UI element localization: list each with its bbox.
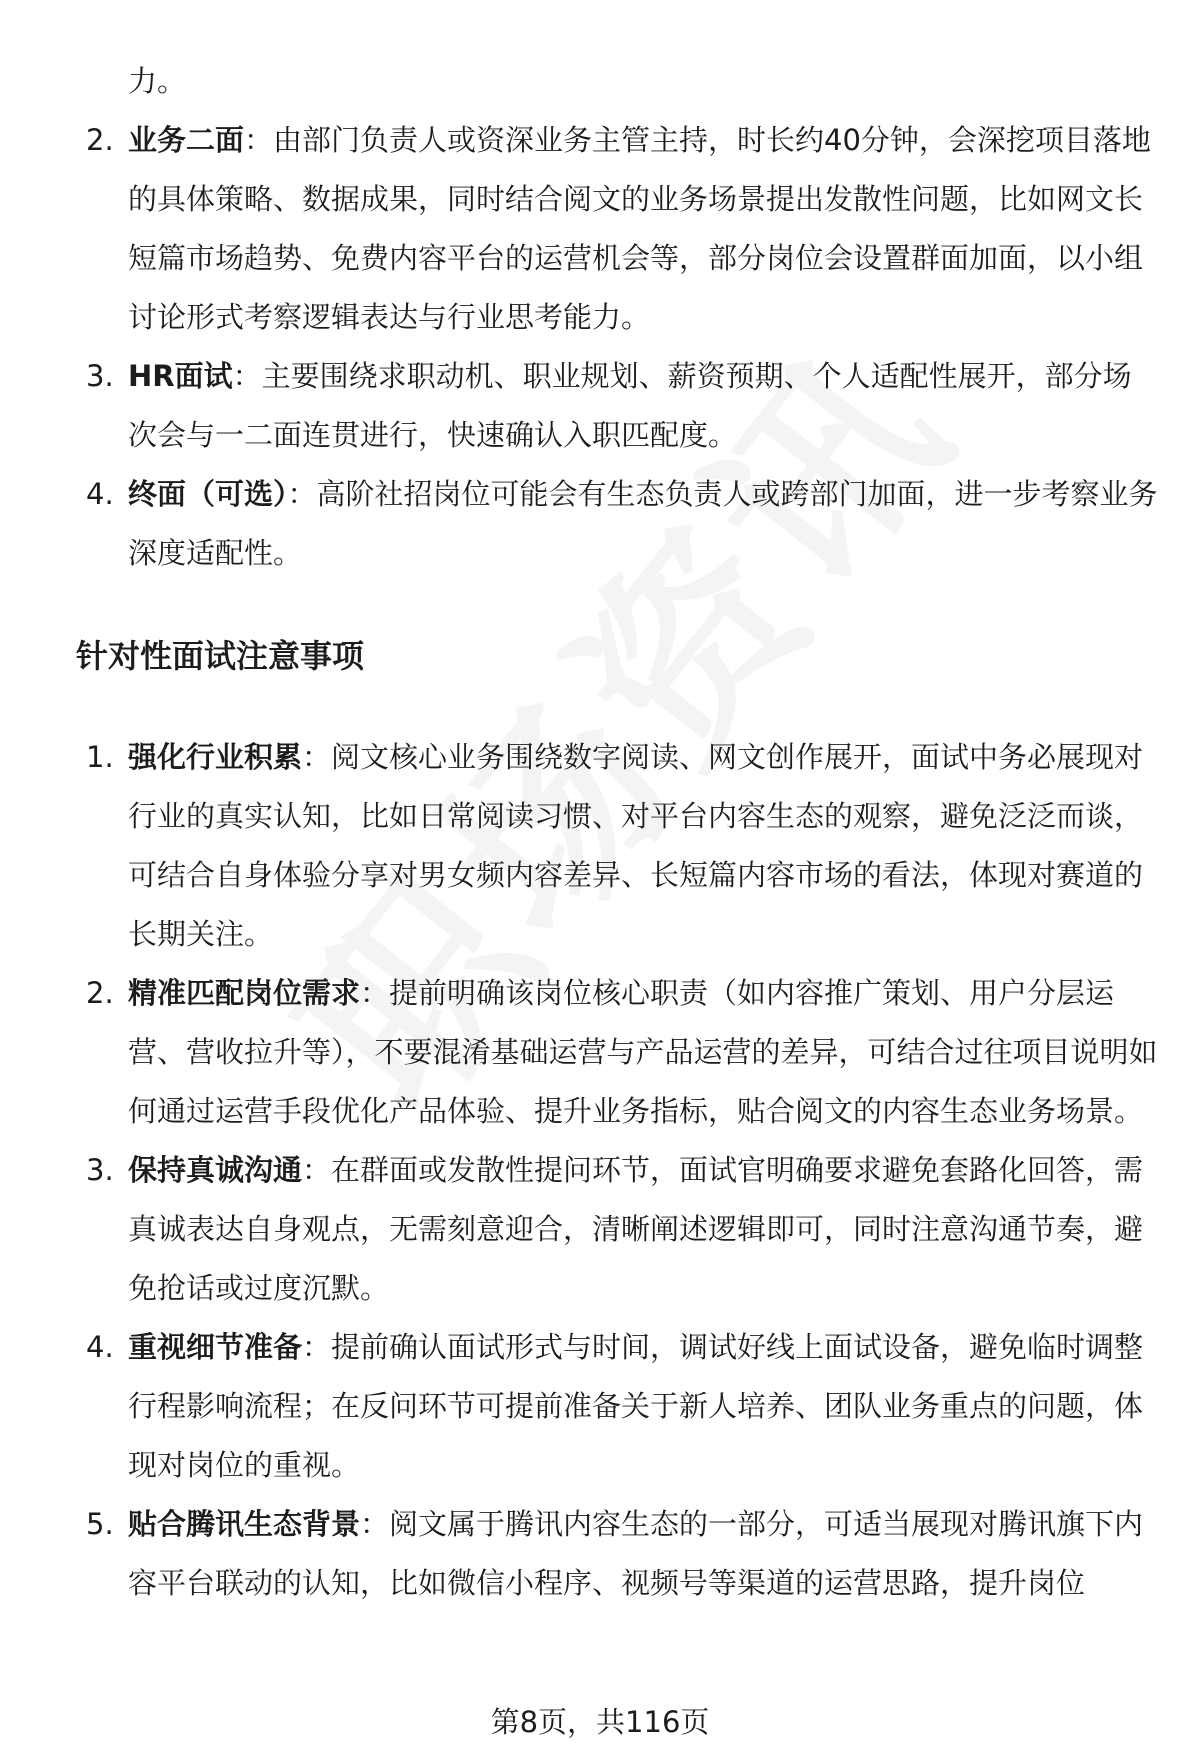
continuation-text: 力。 [128, 64, 187, 98]
item-text: ：高阶社招岗位可能会有生态负责人或跨部门加面，进一步考察业务深度适配性。 [128, 477, 1158, 570]
item-term: 重视细节准备 [128, 1330, 303, 1364]
list-number: 1. [86, 740, 114, 774]
item-text: ：提前确认面试形式与时间，调试好线上面试设备，避免临时调整行程影响流程；在反问环节可提前准备关于新人培养、团队业务重点的问题，体现对岗位的重视。 [128, 1330, 1144, 1482]
list-item [0, 111, 1200, 347]
list-number: 3. [86, 1153, 114, 1187]
section-heading: 针对性面试注意事项 [76, 637, 365, 675]
item-text: ：主要围绕求职动机、职业规划、薪资预期、个人适配性展开，部分场次会与一二面连贯进行，快速确认入职匹配度。 [128, 359, 1132, 452]
list-number: 2. [86, 123, 114, 157]
interview-tips-list [0, 728, 1200, 1613]
interview-process-list [0, 111, 1200, 583]
list-item [0, 728, 1200, 964]
item-term: 精准匹配岗位需求 [128, 976, 361, 1010]
list-number: 4. [86, 477, 114, 511]
item-text: ：阅文核心业务围绕数字阅读、网文创作展开，面试中务必展现对行业的真实认知，比如日常阅读习惯、对平台内容生态的观察，避免泛泛而谈，可结合自身体验分享对男女频内容差异、长短篇内容市场的看法，体现对赛道的长期关注。 [128, 740, 1144, 951]
list-item [0, 964, 1200, 1141]
list-item [0, 1495, 1200, 1613]
list-item [0, 1318, 1200, 1495]
list-item [0, 465, 1200, 583]
list-number: 3. [86, 359, 114, 393]
item-term: 终面（可选） [128, 477, 288, 511]
list-number: 4. [86, 1330, 114, 1364]
item-term: 业务二面 [128, 123, 245, 157]
item-text: ：提前明确该岗位核心职责（如内容推广策划、用户分层运营、营收拉升等），不要混淆基础运营与产品运营的差异，可结合过往项目说明如何通过运营手段优化产品体验、提升业务指标，贴合阅文的内容生态业务场景。 [128, 976, 1158, 1128]
list-number: 5. [86, 1507, 114, 1541]
list-item [0, 347, 1200, 465]
item-term: HR面试 [128, 359, 233, 393]
page-footer: 第8页，共116页 [490, 1705, 710, 1739]
item-term: 强化行业积累 [128, 740, 303, 774]
item-term: 保持真诚沟通 [128, 1153, 303, 1187]
list-item [0, 1141, 1200, 1318]
list-number: 2. [86, 976, 114, 1010]
item-term: 贴合腾讯生态背景 [128, 1507, 361, 1541]
item-text: ：由部门负责人或资深业务主管主持，时长约40分钟，会深挖项目落地的具体策略、数据成果，同时结合阅文的业务场景提出发散性问题，比如网文长短篇市场趋势、免费内容平台的运营机会等，部分岗位会设置群面加面，以小组讨论形式考察逻辑表达与行业思考能力。 [128, 123, 1151, 334]
item-text: ：在群面或发散性提问环节，面试官明确要求避免套路化回答，需真诚表达自身观点，无需刻意迎合，清晰阐述逻辑即可，同时注意沟通节奏，避免抢话或过度沉默。 [128, 1153, 1144, 1305]
item-text: ：阅文属于腾讯内容生态的一部分，可适当展现对腾讯旗下内容平台联动的认知，比如微信小程序、视频号等渠道的运营思路，提升岗位 [128, 1507, 1144, 1600]
